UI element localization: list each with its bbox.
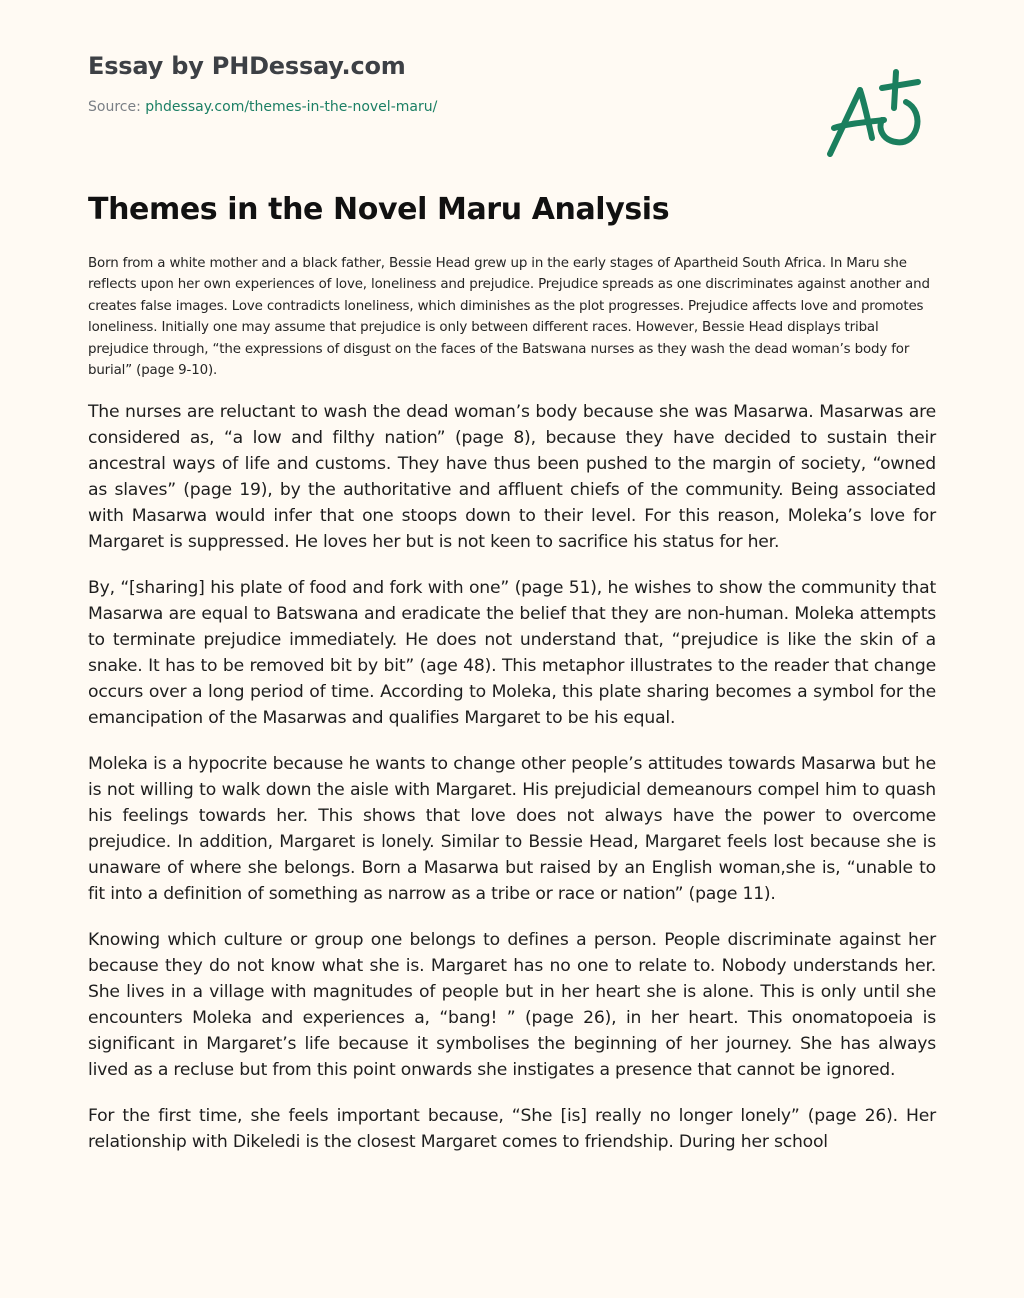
a-plus-grade-icon: [822, 62, 932, 162]
essay-paragraph: Moleka is a hypocrite because he wants to change other people’s attitudes towards Masarwa but he is not willing to walk down the aisle with Margaret. His prejudicial demeanours compel him to quash his feelings towards her. This shows that love does not always have the power to overcome prejudice. In addition, Margaret is lonely. Similar to Bessie Head, Margaret feels lost because she is unaware of where she belongs. Born a Masarwa but raised by an English woman,she is, “unable to fit into a definition of something as narrow as a tribe or race or nation” (page 11).: [88, 754, 936, 905]
site-title: Essay by PHDessay.com: [88, 52, 406, 80]
page-header: [88, 50, 788, 116]
essay-paragraph: For the first time, she feels important because, “She [is] really no longer lonely” (page 26). Her relationship with Dikeledi is the closest Margaret comes to friendship. During her school: [88, 1106, 936, 1153]
source-label: Source:: [88, 99, 146, 115]
essay-intro: Born from a white mother and a black father, Bessie Head grew up in the early stages of Apartheid South Africa. In Maru she reflects upon her own experiences of love, loneliness and prejudice. Prejudice spreads as one discriminates against another and creates false images. Love contradicts loneliness, which diminishes as the plot progresses. Prejudice affects love and promotes loneliness. Initially one may assume that prejudice is only between different races. However, Bessie Head displays tribal prejudice through, “the expressions of disgust on the faces of the Batswana nurses as they wash the dead woman’s body for burial” (page 9-10).: [88, 256, 930, 379]
source-line: [88, 98, 788, 116]
essay-paragraph: Knowing which culture or group one belongs to defines a person. People discriminate against her because they do not know what she is. Margaret has no one to relate to. Nobody understands her. She lives in a village with magnitudes of people but in her heart she is alone. This is only until she encounters Moleka and experiences a, “bang! ” (page 26), in her heart. This onomatopoeia is significant in Margaret’s life because it symbolises the beginning of her journey. She has always lived as a recluse but from this point onwards she instigates a presence that cannot be ignored.: [88, 930, 936, 1081]
essay-title: Themes in the Novel Maru Analysis: [88, 192, 670, 227]
essay-paragraph: The nurses are reluctant to wash the dead woman’s body because she was Masarwa. Masarwas are considered as, “a low and filthy nation” (page 8), because they have decided to sustain their ancestral ways of life and customs. They have thus been pushed to the margin of society, “owned as slaves” (page 19), by the authoritative and affluent chiefs of the community. Being associated with Masarwa would infer that one stoops down to their level. For this reason, Moleka’s love for Margaret is suppressed. He loves her but is not keen to sacrifice his status for her.: [88, 402, 936, 553]
essay-paragraph: By, “[sharing] his plate of food and fork with one” (page 51), he wishes to show the community that Masarwa are equal to Batswana and eradicate the belief that they are non-human. Moleka attempts to terminate prejudice immediately. He does not understand that, “prejudice is like the skin of a snake. It has to be removed bit by bit” (age 48). This metaphor illustrates to the reader that change occurs over a long period of time. According to Moleka, this plate sharing becomes a symbol for the emancipation of the Masarwas and qualifies Margaret to be his equal.: [88, 578, 936, 729]
essay-body: [88, 253, 936, 1175]
source-link[interactable]: phdessay.com/themes-in-the-novel-maru/: [145, 99, 438, 115]
